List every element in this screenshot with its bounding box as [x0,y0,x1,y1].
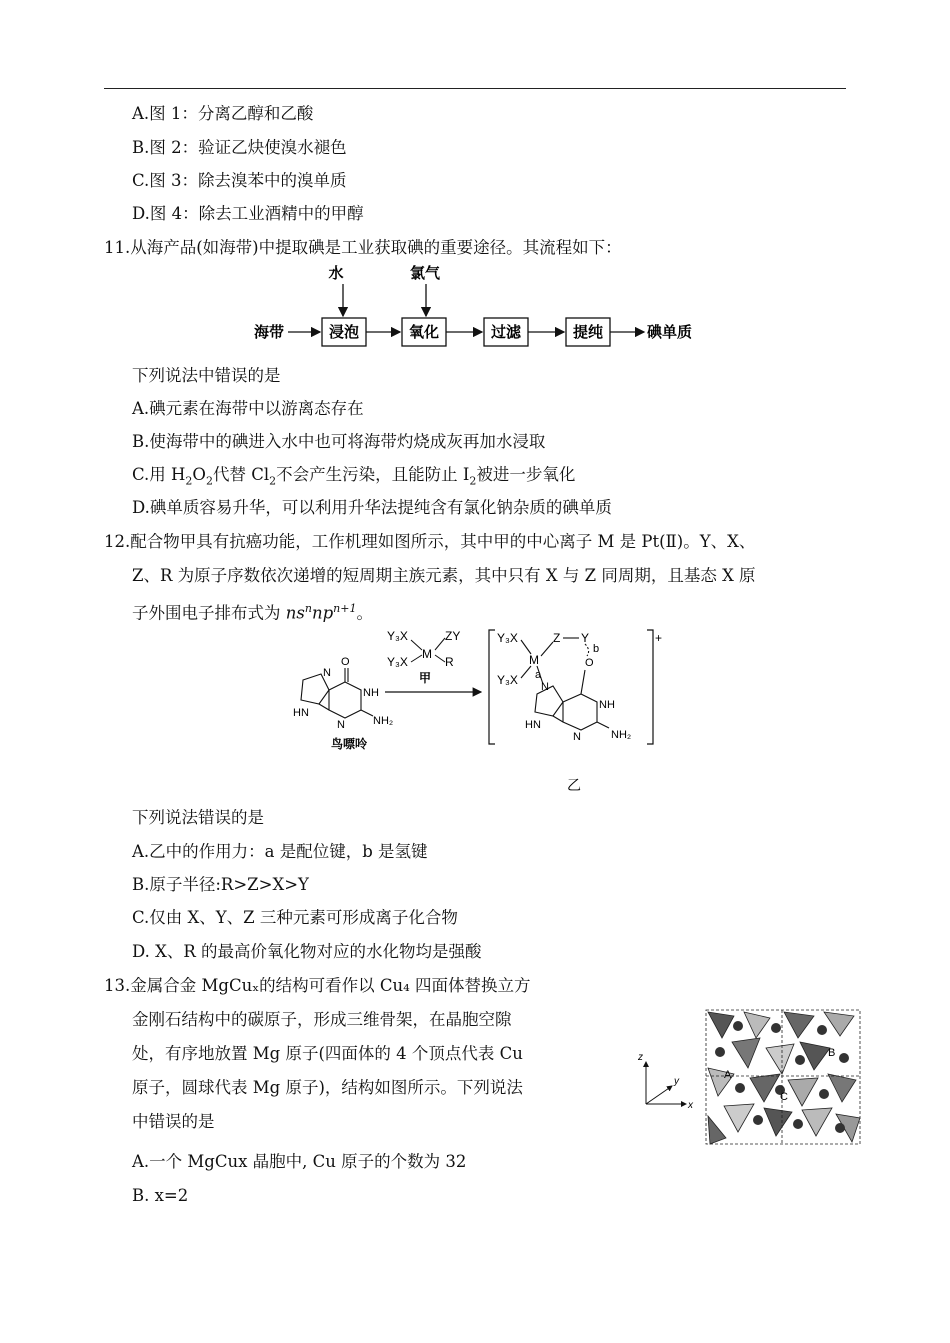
q12-line-2: Z、R 为原子序数依次递增的短周期主族元素，其中只有 X 与 Z 同周期，且基态 X 原 [132,566,756,585]
svg-text:+: + [655,631,663,645]
q13-line-5: 中错误的是 [132,1112,215,1131]
q10-option-a: A.图 1：分离乙醇和乙酸 [132,104,314,123]
svg-text:HN: HN [525,719,541,731]
q12-line-3: 子外围电子排布式为 $ns^nnp^{n+1}$。 [132,602,373,623]
svg-text:N: N [323,667,331,679]
svg-text:y: y [674,1076,679,1087]
metal-m: M [422,647,432,661]
svg-text:N: N [573,731,581,743]
svg-text:O: O [341,656,350,668]
flow-step-1-label: 浸泡 [328,324,360,341]
svg-text:R: R [445,655,454,669]
q13-line-1: 13.金属合金 MgCuₓ的结构可看作以 Cu₄ 四面体替换立方 [104,976,531,995]
svg-text:N: N [337,719,345,731]
q11-prompt: 下列说法中错误的是 [132,366,281,385]
q13-line-2: 金刚石结构中的碳原子，形成三维骨架，在晶胞空隙 [132,1010,512,1029]
svg-text:HN: HN [293,707,309,719]
q12-option-c: C.仅由 X、Y、Z 三种元素可形成离子化合物 [132,908,458,927]
svg-text:NH: NH [363,687,379,699]
complex-label: 甲 [418,671,432,685]
svg-text:x: x [688,1100,693,1110]
q13-crystal-structure [704,1008,864,1148]
flow-end: 碘单质 [647,324,693,341]
q11-option-d: D.碘单质容易升华，可以利用升华法提纯含有氯化钠杂质的碘单质 [132,498,612,517]
q11-option-a: A.碘元素在海带中以游离态存在 [132,399,364,418]
svg-text:b: b [593,643,600,655]
svg-text:B: B [828,1047,836,1059]
svg-text:A: A [724,1069,732,1081]
svg-text:ZY: ZY [445,629,461,643]
flow-step-3-label: 过滤 [490,324,522,341]
svg-text:Y₃X: Y₃X [497,631,518,645]
q12-prompt: 下列说法错误的是 [132,808,264,827]
svg-text:C: C [780,1091,788,1103]
flow-step-4-label: 提纯 [572,324,604,341]
q11-option-c: C.用 $H_2O_2$代替 $Cl_2$不会产生污染，且能防止 $I_2$被进一步氧化 [132,465,576,488]
product-label: 乙 [567,777,581,793]
q10-option-b: B.图 2：验证乙炔使溴水褪色 [132,138,347,157]
svg-text:N: N [541,681,549,693]
flow-input-chlorine: 氯气 [409,265,441,282]
q13-line-3: 处，有序地放置 Mg 原子(四面体的 4 个顶点代表 Cu [132,1044,523,1063]
guanine-label: 鸟嘌呤 [331,737,368,751]
q12-option-b: B.原子半径:R>Z>X>Y [132,875,309,894]
svg-text:Y₃X: Y₃X [387,629,408,643]
q10-option-d: D.图 4：除去工业酒精中的甲醇 [132,204,364,223]
q11-option-b: B.使海带中的碘进入水中也可将海带灼烧成灰再加水浸取 [132,432,546,451]
q13-line-4: 原子，圆球代表 Mg 原子)，结构如图所示。下列说法 [132,1078,523,1097]
svg-text:M: M [529,653,539,667]
header-rule [104,88,846,89]
q12-line-1: 12.配合物甲具有抗癌功能，工作机理如图所示，其中甲的中心离子 M 是 Pt(Ⅱ)。Y、X、 [104,532,756,551]
q12-option-d: D. X、R 的最高价氧化物对应的水化物均是强酸 [132,942,482,961]
q11-flow-diagram [250,262,710,350]
q10-option-c: C.图 3：除去溴苯中的溴单质 [132,171,347,190]
q13-option-b: B. x=2 [132,1186,189,1205]
svg-text:z: z [638,1052,643,1063]
q12-reaction-diagram [285,620,675,800]
svg-text:NH₂: NH₂ [373,715,394,727]
flow-start: 海带 [254,324,285,341]
svg-text:Y₃X: Y₃X [497,673,518,687]
svg-text:Z: Z [553,631,561,645]
svg-text:Y: Y [581,631,590,645]
svg-text:NH: NH [599,699,615,711]
flow-step-2-label: 氧化 [408,324,440,341]
q13-axes [636,1046,700,1110]
q12-option-a: A.乙中的作用力：a 是配位键，b 是氢键 [132,842,428,861]
svg-text:NH₂: NH₂ [611,729,632,741]
svg-text:a: a [535,669,542,681]
svg-text:Y₃X: Y₃X [387,655,408,669]
q11-stem: 11.从海产品(如海带)中提取碘是工业获取碘的重要途径。其流程如下： [104,238,622,257]
q13-option-a: A.一个 MgCux 晶胞中, Cu 原子的个数为 32 [132,1152,467,1171]
flow-input-water: 水 [328,265,344,282]
svg-text:O: O [585,657,594,669]
